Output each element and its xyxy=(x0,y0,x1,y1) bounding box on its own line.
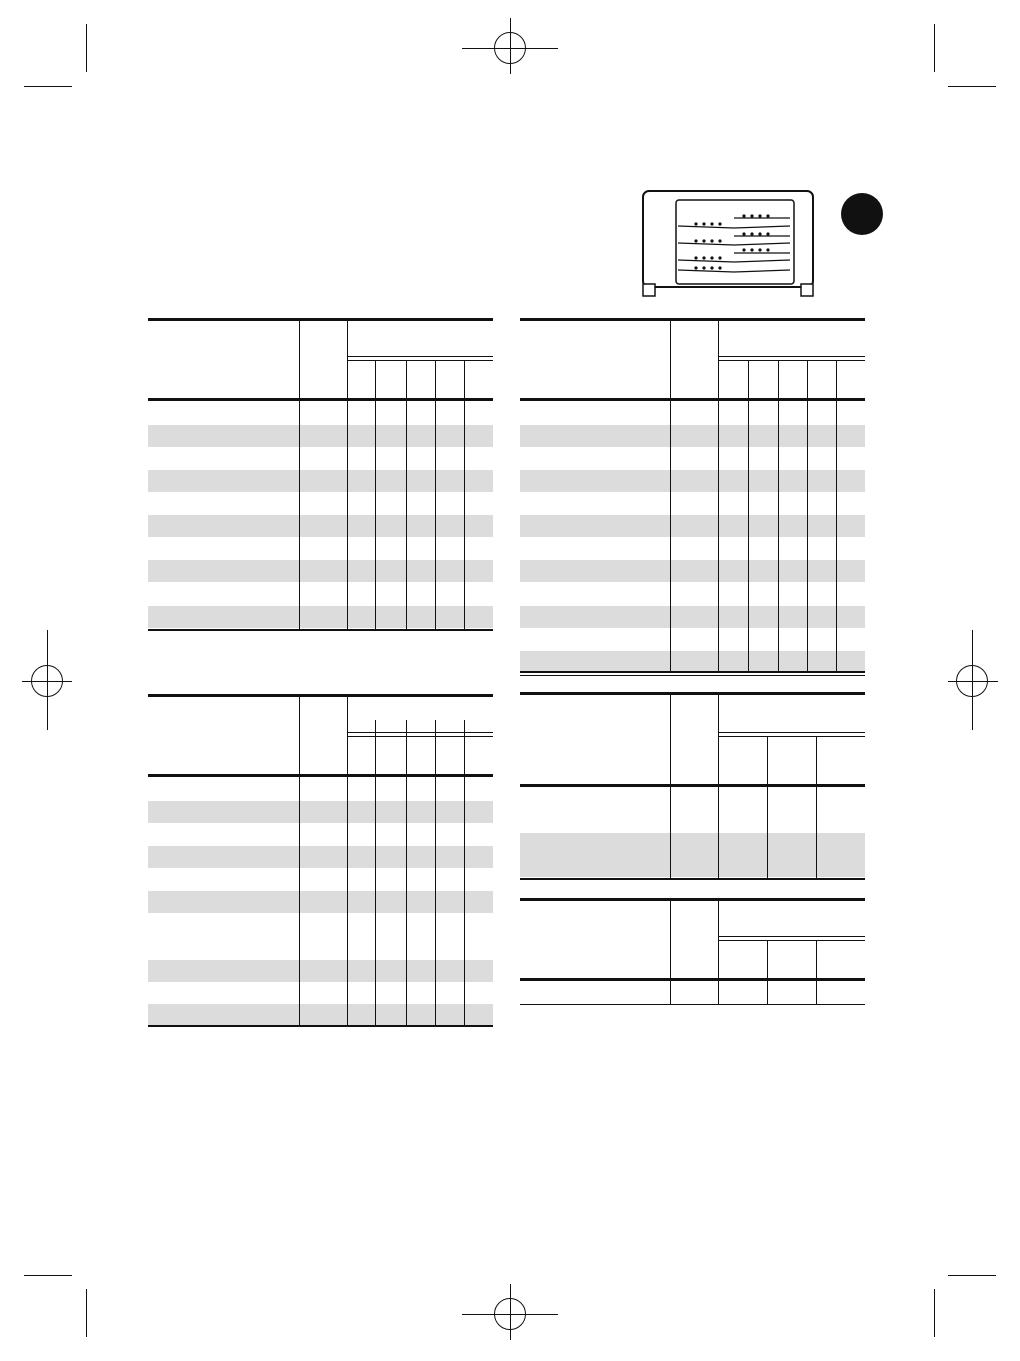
table-top-right xyxy=(520,318,865,678)
table-bottom-right xyxy=(520,898,865,1010)
oven-rack-diagram-icon xyxy=(638,188,818,304)
section-badge xyxy=(841,193,883,235)
table-middle-right xyxy=(520,692,865,882)
table-top-left xyxy=(148,318,493,632)
table-bottom-left xyxy=(148,694,493,1028)
